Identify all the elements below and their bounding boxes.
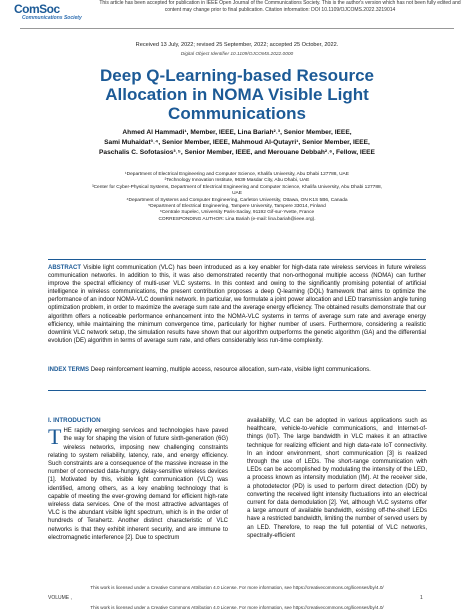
- author-line: Ahmed Al Hammadi¹, Member, IEEE, Lina Bariah²˒³, Senior Member, IEEE,: [122, 129, 352, 136]
- paper-title: Deep Q-Learning-based Resource Allocation in NOMA Visible Light Communications: [100, 66, 374, 123]
- left-column: [48, 417, 228, 542]
- license-footer-bottom: This work is licensed under a Creative Commons Attribution 4.0 License. For more information, see https://creativecommons.org/licenses/by/4.0/: [90, 605, 384, 610]
- affiliation-list: [50, 172, 424, 223]
- doi-line: Digital Object Identifier 10.1109/OJCOMS.2022.0000: [180, 52, 294, 57]
- affiliation: ²Technology Innovation Institute, 9639 Masdar City, Abu Dhabi, UAE: [164, 178, 310, 184]
- received-dates: Received 13 July, 2022; revised 25 September, 2022; accepted 25 October, 2022.: [135, 42, 339, 48]
- abstract-bottom-rule: [48, 390, 426, 391]
- affiliation: ⁴Department of Systems and Computer Engineering, Carleton University, Ottawa, ON K1S 5B6, Canada: [126, 197, 348, 203]
- page-header: [0, 0, 474, 28]
- author-line: Sami Muhaidat³˒⁴, Senior Member, IEEE, Mahmoud Al-Qutayri¹, Senior Member, IEEE,: [104, 139, 370, 146]
- section-heading: I. INTRODUCTION: [48, 417, 101, 424]
- corresponding-author: CORRESPONDING AUTHOR: Lina Bariah (e-mail: lina.bariah@ieee.org).: [158, 216, 316, 222]
- header-divider: [20, 28, 454, 29]
- volume-label: VOLUME ,: [48, 595, 72, 601]
- affiliation: ⁵Department of Electrical Engineering, Tampere University, Tampere 33014, Finland: [148, 204, 326, 210]
- affiliation: ¹Department of Electrical Engineering and Computer Science, Khalifa University, Abu Dhabi 127788, UAE: [125, 172, 349, 177]
- citation-notice: content may change prior to final publication. Citation information: DOI 10.1109/OJCOMS.2022.3219014: [164, 7, 396, 13]
- affiliation: UAE: [232, 191, 242, 197]
- index-terms-text: Deep reinforcement learning, multiple access, resource allocation, sum-rate, visible light communications.: [90, 367, 371, 373]
- author-list: [30, 128, 444, 158]
- accepted-notice: This article has been accepted for publication in IEEE Open Journal of the Communications Society. This is the author's version which has not been fully edited and: [99, 0, 461, 6]
- intro-text-right: availability, VLC can be adopted in various applications such as healthcare, vehicle-to-vehicle communications, and Internet-of-things (IoT). The large bandwidth in VLC makes it an attractive technique for realizing efficient and high data-rate IoT connectivity. In an indoor environment, short communication [3] is realized through the use of LEDs. The short-range communication with LEDs can be accomplished by modulating the intensity of the LED, a process known as intensity modulation (IM). At the receiver side, a photodetector (PD) is used to perform direct detection (DD) by converting the received light intensity fluctuations into an electrical current for data demodulation [2]. Yet, although VLC systems offer a large amount of available bandwidth, existing off-the-shelf LEDs have a restricted bandwidth, limiting the number of served users by an LED. Therefore, to reap the full potential of VLC networks, spectrally-efficient: [247, 418, 427, 539]
- abstract-heading: ABSTRACT: [48, 265, 81, 271]
- logo-wordmark: ComSoc: [14, 2, 60, 16]
- author-line: Paschalis C. Sofotasios³˒⁵, Senior Member, IEEE, and Merouane Debbah²˒⁶, Fellow, IEEE: [99, 149, 375, 156]
- affiliation: ³Center for Cyber-Physical Systems, Department of Electrical Engineering and Computer Science, Khalifa University, Abu Dhabi 127788,: [92, 184, 382, 190]
- intro-text-left: HE rapidly emerging services and technologies have paved the way for shaping the vision of future sixth-generation (6G) wireless networks, imposing new challenging constraints relating to system reliability, latency, rate, and energy efficiency. Such constraints are a consequence of the massive increase in the number of connected data-hungry, delay-sensitive wireless devices [1]. Motivated by this, visible light communication (VLC) was identified, among others, as a key enabling technology that is capable of meeting the ever-growing demand for efficient high-rate wireless data services. One of the most attractive advantages of VLC is the abundant visible light spectrum, which is in the order of hundreds of Terahertz. Another distinct characteristic of VLC networks is that they exhibit inherent security, and are immune to electromagnetic interference [2]. Due to spectrum: [48, 428, 228, 541]
- index-terms: [48, 366, 426, 374]
- page-number: 1: [420, 595, 423, 601]
- journal-name: Communications Society: [22, 15, 82, 21]
- index-terms-heading: INDEX TERMS: [48, 367, 90, 373]
- right-column: [247, 417, 427, 540]
- abstract-top-rule: [48, 259, 426, 260]
- journal-logo: [10, 1, 68, 25]
- abstract: [48, 264, 426, 345]
- license-footer: This work is licensed under a Creative Commons Attribution 4.0 License. For more information, see https://creativecommons.org/licenses/by/4.0/: [90, 585, 384, 590]
- affiliation: ⁶Centrale Supelec, University Paris-Saclay, 91192 Gif-sur-Yvette, France: [159, 210, 315, 216]
- drop-cap: T: [48, 424, 62, 450]
- abstract-text: Visible light communication (VLC) has been introduced as a key enabler for high-data rate wireless services in future wireless communication networks. In addition to this, it was also demonstrated recently that non-orthogonal multiple access (NOMA) can further improve the spectral efficiency of multi-user VLC systems. In this context and owing to the significantly promising potential of artificial intelligence in wireless communications, the present contribution proposes a deep Q-learning (DQL) framework that aims to optimize the performance of an indoor NOMA-VLC downlink network. In particular, we formulate a joint power allocation and LED transmission angle tuning optimization problem, in order to maximize the average sum rate and the average energy efficiency. The obtained results demonstrate that our algorithm offers a noticeable performance enhancement into the NOMA-VLC systems in terms of average sum rate and average energy efficiency, while maintaining the minimum convergence time, particularly for higher number of users. Furthermore, considering a realistic downlink VLC network setup, the simulation results have shown that our algorithm outperforms the genetic algorithm (GA) and the differential evolution (DE) algorithm in terms of average sum rate, and offers considerably less run-time complexity.: [48, 265, 426, 344]
